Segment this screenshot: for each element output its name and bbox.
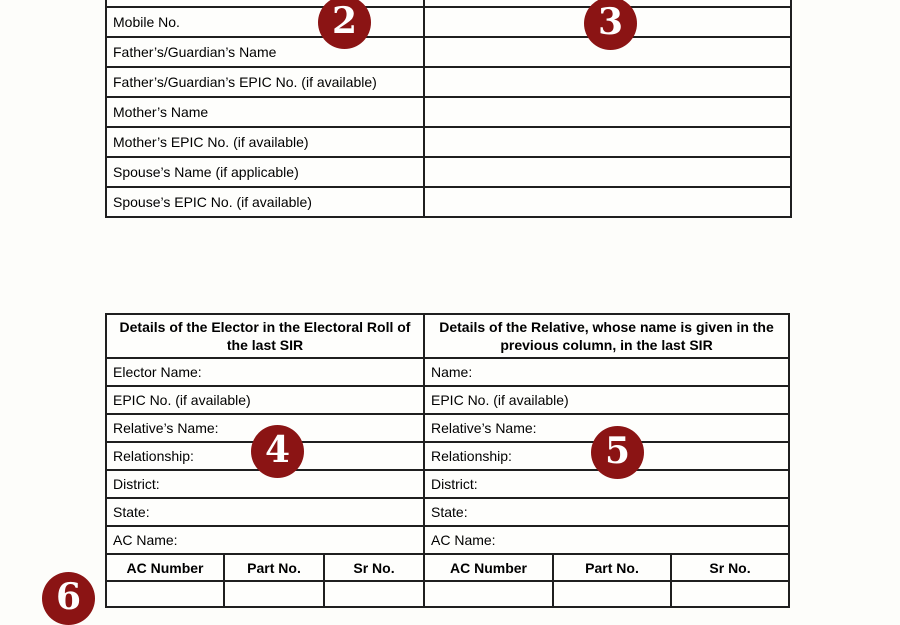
field-cell[interactable]: [424, 358, 789, 386]
step-badge-4: 4: [251, 425, 304, 478]
step-badge-6: 6: [42, 572, 95, 625]
table-row: [106, 7, 791, 37]
field-cell[interactable]: [106, 498, 424, 526]
field-label-cell: [106, 157, 424, 187]
field-label: AC Name:: [113, 532, 178, 548]
field-value-cell[interactable]: [553, 581, 671, 607]
field-label: Mother’s EPIC No. (if available): [113, 134, 309, 150]
field-label: Relative’s Name:: [113, 420, 219, 436]
field-value-cell[interactable]: [224, 581, 324, 607]
table-row: [106, 358, 789, 386]
field-value-cell[interactable]: [106, 581, 224, 607]
field-label-cell: [106, 127, 424, 157]
table-row: [106, 97, 791, 127]
field-cell[interactable]: [424, 386, 789, 414]
field-label: District:: [113, 476, 160, 492]
table-row: [106, 127, 791, 157]
header-right-cell: Details of the Relative, whose name is given in the previous column, in the last SIR: [424, 314, 789, 358]
field-label: AC Name:: [431, 532, 496, 548]
subheader-cell: Part No.: [224, 554, 324, 581]
subheader-cell: AC Number: [424, 554, 553, 581]
table-row: [106, 414, 789, 442]
field-label-cell: [106, 7, 424, 37]
table-row: [106, 37, 791, 67]
last-sir-details-table: [105, 313, 790, 608]
table-row: [106, 157, 791, 187]
field-label: Mother’s Name: [113, 104, 209, 120]
table-row: [106, 470, 789, 498]
field-label: State:: [431, 504, 468, 520]
field-label: Father’s/Guardian’s EPIC No. (if available): [113, 74, 377, 90]
table-header-row: [106, 314, 789, 358]
field-cell[interactable]: [424, 526, 789, 554]
field-cell[interactable]: [106, 358, 424, 386]
field-label-cell: [106, 37, 424, 67]
field-label: Relative’s Name:: [431, 420, 537, 436]
elector-details-table: [105, 0, 792, 218]
table-blank-row: [106, 581, 789, 607]
field-label: Elector Name:: [113, 364, 202, 380]
table-row: [106, 498, 789, 526]
field-label-cell: [106, 67, 424, 97]
field-value-cell[interactable]: [671, 581, 789, 607]
field-cell[interactable]: [106, 526, 424, 554]
field-label: Name:: [431, 364, 473, 380]
field-label: Relationship:: [431, 448, 512, 464]
table-subheader-row: [106, 554, 789, 581]
subheader-cell: Sr No.: [671, 554, 789, 581]
step-badge-3: 3: [584, 0, 637, 50]
field-value-cell[interactable]: [424, 187, 791, 217]
step-badge-2: 2: [318, 0, 371, 49]
field-value-cell[interactable]: [424, 581, 553, 607]
table-row: [106, 442, 789, 470]
field-value-cell[interactable]: [424, 127, 791, 157]
table-row: [106, 187, 791, 217]
subheader-cell: Sr No.: [324, 554, 424, 581]
field-label: Mobile No.: [113, 14, 180, 30]
clipped-top-row: [106, 0, 791, 7]
field-value-cell[interactable]: [424, 97, 791, 127]
field-value-cell[interactable]: [424, 67, 791, 97]
clipped-cell: [106, 0, 424, 7]
field-label-cell: [106, 97, 424, 127]
field-value-cell[interactable]: [424, 157, 791, 187]
field-cell[interactable]: [106, 386, 424, 414]
field-label: EPIC No. (if available): [113, 392, 251, 408]
field-label: Father’s/Guardian’s Name: [113, 44, 277, 60]
field-label: District:: [431, 476, 478, 492]
subheader-cell: Part No.: [553, 554, 671, 581]
table-row: [106, 67, 791, 97]
field-label: State:: [113, 504, 150, 520]
field-label-cell: [106, 187, 424, 217]
table-row: [106, 526, 789, 554]
table-row: [106, 386, 789, 414]
header-left-cell: Details of the Elector in the Electoral Roll of the last SIR: [106, 314, 424, 358]
field-label: EPIC No. (if available): [431, 392, 569, 408]
step-badge-5: 5: [591, 426, 644, 479]
field-cell[interactable]: [424, 498, 789, 526]
field-label: Spouse’s EPIC No. (if available): [113, 194, 312, 210]
field-label: Relationship:: [113, 448, 194, 464]
field-value-cell[interactable]: [324, 581, 424, 607]
field-label: Spouse’s Name (if applicable): [113, 164, 299, 180]
subheader-cell: AC Number: [106, 554, 224, 581]
